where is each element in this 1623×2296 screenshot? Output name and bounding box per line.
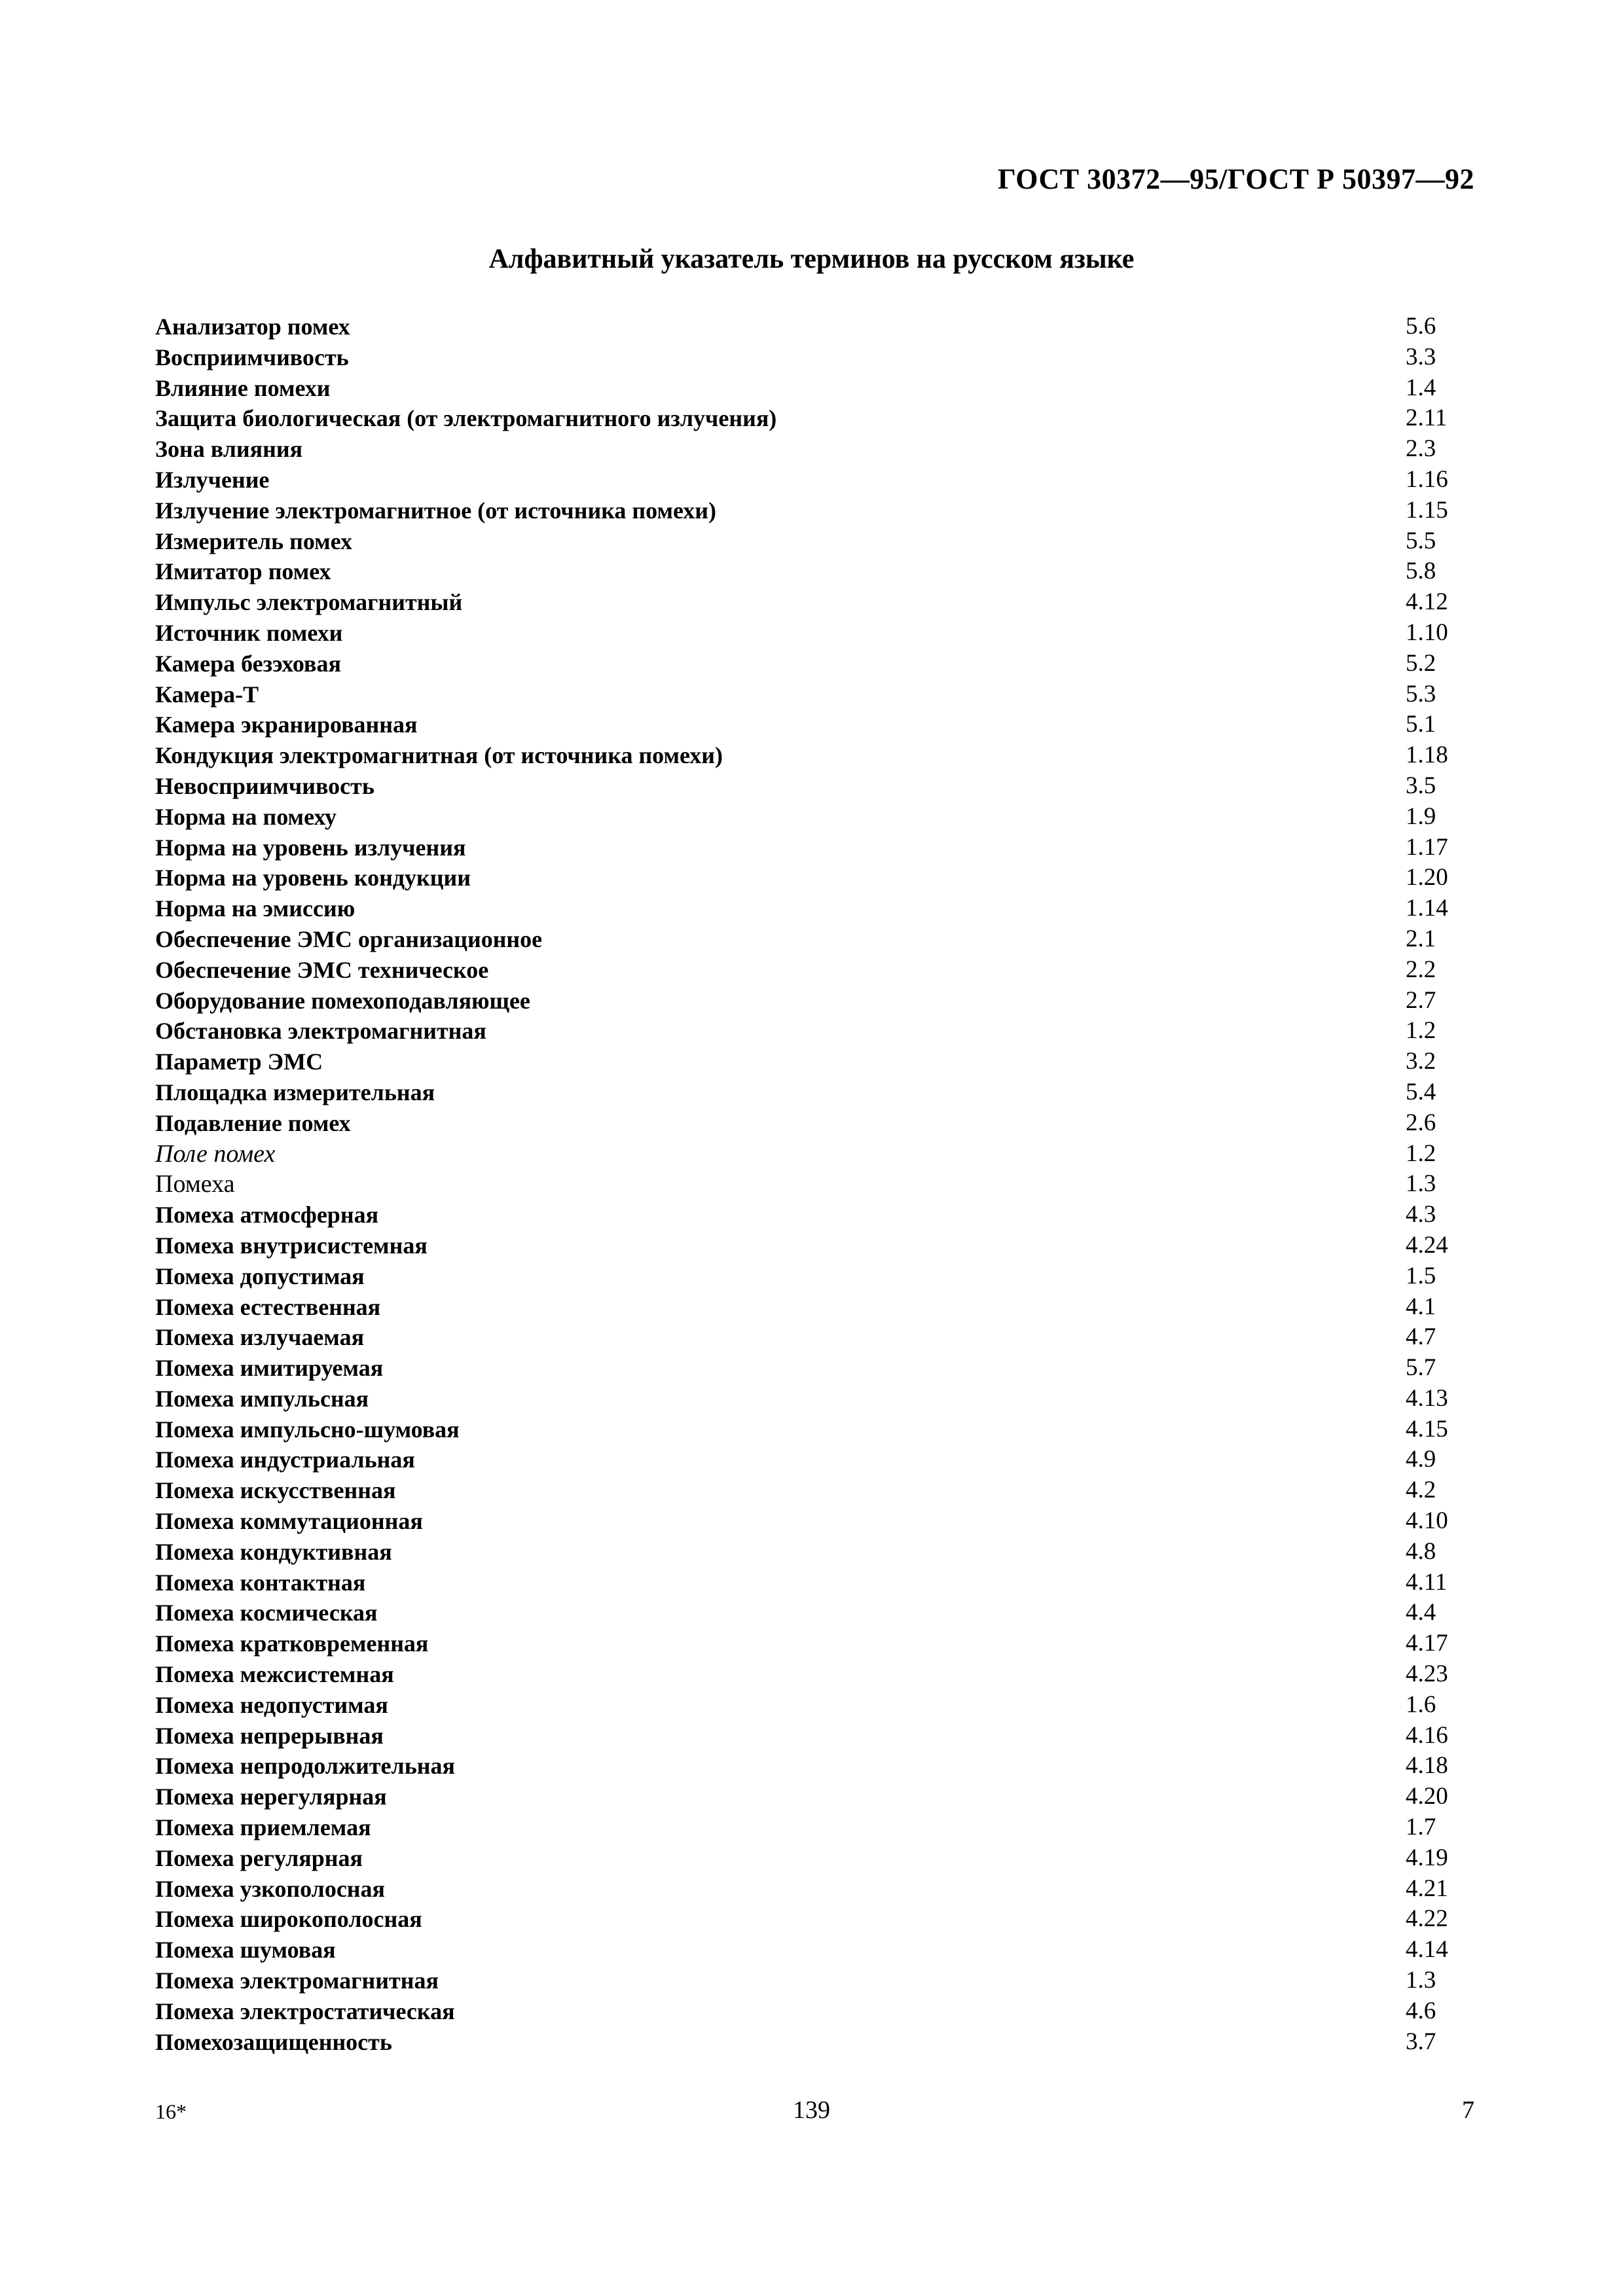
index-ref: 5.2 [1406, 649, 1436, 677]
index-term: Поле помех [155, 1139, 276, 1168]
index-ref: 1.3 [1406, 1170, 1436, 1198]
index-term: Зона влияния [155, 436, 303, 463]
index-term: Помехозащищенность [155, 2028, 392, 2055]
index-entry [155, 403, 1450, 434]
index-term: Анализатор помех [155, 314, 350, 340]
index-term: Влияние помехи [155, 374, 331, 401]
index-entry [155, 1506, 1450, 1537]
index-term: Помеха импульсная [155, 1385, 369, 1412]
index-ref: 4.3 [1406, 1201, 1436, 1229]
index-term: Помеха контактная [155, 1569, 366, 1596]
index-term: Излучение электромагнитное (от источника помехи) [155, 497, 716, 524]
index-entry [155, 1353, 1450, 1384]
index-entry [155, 1261, 1450, 1292]
index-ref: 4.2 [1406, 1477, 1436, 1504]
index-term: Помеха космическая [155, 1600, 378, 1626]
index-term: Обстановка электромагнитная [155, 1018, 486, 1045]
index-entry [155, 1843, 1450, 1874]
index-ref: 1.2 [1406, 1017, 1436, 1045]
index-ref: 5.8 [1406, 558, 1436, 585]
index-ref: 5.5 [1406, 527, 1436, 554]
page-title: Алфавитный указатель терминов на русском языке [488, 244, 1135, 274]
index-term: Обеспечение ЭМС организационное [155, 925, 543, 952]
index-entry [155, 1016, 1450, 1047]
index-entry [155, 649, 1450, 679]
index-term: Обеспечение ЭМС техническое [155, 956, 489, 983]
index-term: Источник помехи [155, 619, 343, 646]
index-entry [155, 373, 1450, 404]
index-entry [155, 924, 1450, 955]
index-ref: 4.8 [1406, 1537, 1436, 1565]
index-ref: 5.6 [1406, 313, 1436, 340]
footer-sheet-mark: 16* [155, 2100, 187, 2123]
index-ref: 4.6 [1406, 1997, 1436, 2024]
index-ref: 4.20 [1406, 1783, 1448, 1810]
index-entry [155, 465, 1450, 495]
index-entry [155, 1077, 1450, 1108]
index-ref: 4.10 [1406, 1507, 1448, 1535]
index-entry [155, 1721, 1450, 1751]
index-term: Помеха узкополосная [155, 1875, 386, 1902]
index-ref: 2.2 [1406, 956, 1436, 983]
index-entry [155, 556, 1450, 587]
index-term: Помеха кратковременная [155, 1630, 429, 1657]
index-term: Помеха межсистемная [155, 1661, 394, 1688]
index-ref: 1.18 [1406, 742, 1448, 769]
index-entry [155, 1568, 1450, 1598]
index-entry [155, 1628, 1450, 1659]
index-entry [155, 587, 1450, 618]
index-ref: 1.16 [1406, 465, 1448, 493]
index-term: Восприимчивость [155, 344, 349, 370]
index-term: Помеха нерегулярная [155, 1784, 387, 1810]
index-term: Параметр ЭМС [155, 1049, 323, 1075]
index-entry [155, 2027, 1450, 2058]
index-term: Невосприимчивость [155, 772, 374, 799]
index-ref: 2.6 [1406, 1109, 1436, 1136]
index-term: Помеха искусственная [155, 1477, 396, 1504]
index-term: Помеха непродолжительная [155, 1753, 455, 1780]
index-term: Помеха коммутационная [155, 1508, 423, 1535]
index-entry [155, 709, 1450, 740]
index-ref: 1.5 [1406, 1262, 1436, 1289]
index-term: Помеха имитируемая [155, 1355, 384, 1382]
index-entry [155, 526, 1450, 557]
index-term: Помеха электромагнитная [155, 1967, 439, 1994]
index-entry [155, 955, 1450, 986]
footer-page-number: 139 [793, 2096, 830, 2124]
index-entry [155, 1965, 1450, 1996]
index-ref: 1.20 [1406, 864, 1448, 891]
index-term: Камера экранированная [155, 711, 418, 738]
index-ref: 4.23 [1406, 1660, 1448, 1688]
index-term: Помеха допустимая [155, 1263, 365, 1289]
index-ref: 3.7 [1406, 2028, 1436, 2055]
index-term: Измеритель помех [155, 528, 352, 554]
index-term: Кондукция электромагнитная (от источника помехи) [155, 742, 723, 769]
index-entry [155, 1935, 1450, 1965]
index-entry [155, 1475, 1450, 1506]
index-entry [155, 342, 1450, 373]
index-ref: 4.24 [1406, 1231, 1448, 1259]
index-entry [155, 1139, 1450, 1170]
index-ref: 1.4 [1406, 374, 1436, 401]
index-ref: 4.18 [1406, 1752, 1448, 1780]
index-entry [155, 618, 1450, 649]
index-entry [155, 802, 1450, 833]
index-ref: 4.15 [1406, 1415, 1448, 1443]
index-ref: 4.12 [1406, 588, 1448, 616]
index-entry [155, 1047, 1450, 1077]
index-entry [155, 1200, 1450, 1230]
index-term: Помеха излучаемая [155, 1324, 365, 1351]
index-entry [155, 893, 1450, 924]
index-entry [155, 986, 1450, 1016]
index-entry [155, 1812, 1450, 1843]
index-ref: 2.1 [1406, 925, 1436, 952]
index-term: Площадка измерительная [155, 1079, 435, 1105]
index-term: Помеха непрерывная [155, 1722, 384, 1749]
term-index-list [155, 312, 1450, 2057]
index-ref: 4.21 [1406, 1874, 1448, 1902]
index-ref: 3.2 [1406, 1048, 1436, 1075]
footer-local-page-number: 7 [1462, 2096, 1474, 2124]
index-term: Помеха недопустимая [155, 1691, 388, 1718]
index-entry [155, 1108, 1450, 1139]
index-entry [155, 1690, 1450, 1721]
index-term: Помеха электростатическая [155, 1998, 455, 2024]
index-ref: 4.1 [1406, 1293, 1436, 1320]
index-term: Помеха атмосферная [155, 1202, 379, 1229]
index-ref: 1.2 [1406, 1139, 1436, 1167]
index-term: Подавление помех [155, 1109, 351, 1136]
index-entry [155, 1751, 1450, 1782]
index-term: Помеха шумовая [155, 1937, 336, 1964]
index-term: Норма на уровень кондукции [155, 865, 471, 891]
index-ref: 1.3 [1406, 1967, 1436, 1994]
index-entry [155, 1904, 1450, 1935]
index-term: Помеха широкополосная [155, 1906, 422, 1933]
index-entry [155, 1537, 1450, 1568]
index-entry [155, 495, 1450, 526]
index-entry [155, 1444, 1450, 1475]
index-ref: 4.22 [1406, 1905, 1448, 1933]
index-entry [155, 863, 1450, 893]
index-entry [155, 1996, 1450, 2027]
index-ref: 1.7 [1406, 1814, 1436, 1841]
index-ref: 5.3 [1406, 680, 1436, 708]
index-ref: 4.19 [1406, 1844, 1448, 1871]
index-ref: 3.5 [1406, 772, 1436, 799]
index-term: Оборудование помехоподавляющее [155, 987, 530, 1014]
index-term: Норма на помеху [155, 803, 337, 830]
index-term: Помеха кондуктивная [155, 1538, 392, 1565]
index-entry [155, 1414, 1450, 1445]
index-term: Норма на эмиссию [155, 895, 356, 922]
index-term: Помеха [155, 1170, 235, 1198]
index-ref: 2.7 [1406, 986, 1436, 1014]
index-term: Помеха регулярная [155, 1844, 363, 1871]
index-entry [155, 771, 1450, 802]
index-ref: 4.9 [1406, 1446, 1436, 1473]
index-ref: 5.4 [1406, 1078, 1436, 1105]
index-term: Помеха естественная [155, 1293, 381, 1320]
index-ref: 4.16 [1406, 1721, 1448, 1749]
index-ref: 1.15 [1406, 496, 1448, 524]
index-ref: 4.7 [1406, 1323, 1436, 1351]
index-ref: 1.14 [1406, 895, 1448, 922]
index-ref: 4.13 [1406, 1384, 1448, 1412]
index-entry [155, 740, 1450, 771]
index-entry [155, 312, 1450, 342]
index-term: Помеха внутрисистемная [155, 1232, 428, 1259]
index-entry [155, 1230, 1450, 1261]
index-term: Излучение [155, 466, 270, 493]
index-ref: 1.9 [1406, 802, 1436, 830]
index-term: Помеха импульсно-шумовая [155, 1416, 460, 1443]
index-term: Имитатор помех [155, 558, 331, 585]
index-ref: 3.3 [1406, 343, 1436, 370]
index-entry [155, 1292, 1450, 1323]
index-term: Норма на уровень излучения [155, 834, 466, 861]
index-entry [155, 434, 1450, 465]
index-ref: 1.10 [1406, 619, 1448, 646]
index-ref: 2.11 [1406, 404, 1448, 432]
index-ref: 5.7 [1406, 1354, 1436, 1382]
index-term: Помеха индустриальная [155, 1446, 415, 1473]
index-ref: 2.3 [1406, 435, 1436, 463]
index-entry [155, 1169, 1450, 1200]
index-entry [155, 1659, 1450, 1690]
index-ref: 5.1 [1406, 711, 1436, 738]
index-entry [155, 679, 1450, 710]
index-entry [155, 1782, 1450, 1812]
index-entry [155, 1874, 1450, 1905]
index-term: Помеха приемлемая [155, 1814, 371, 1841]
index-entry [155, 1598, 1450, 1628]
index-term: Камера безэховая [155, 650, 341, 677]
index-ref: 1.6 [1406, 1691, 1436, 1718]
index-ref: 4.14 [1406, 1936, 1448, 1964]
index-term: Камера-Т [155, 681, 259, 708]
index-term: Импульс электромагнитный [155, 589, 463, 616]
document-header: ГОСТ 30372—95/ГОСТ Р 50397—92 [997, 163, 1474, 195]
index-ref: 1.17 [1406, 833, 1448, 861]
index-ref: 4.4 [1406, 1599, 1436, 1626]
index-entry [155, 833, 1450, 863]
index-term: Защита биологическая (от электромагнитного излучения) [155, 405, 777, 432]
index-ref: 4.11 [1406, 1568, 1448, 1596]
index-entry [155, 1322, 1450, 1353]
index-ref: 4.17 [1406, 1630, 1448, 1657]
index-entry [155, 1384, 1450, 1414]
